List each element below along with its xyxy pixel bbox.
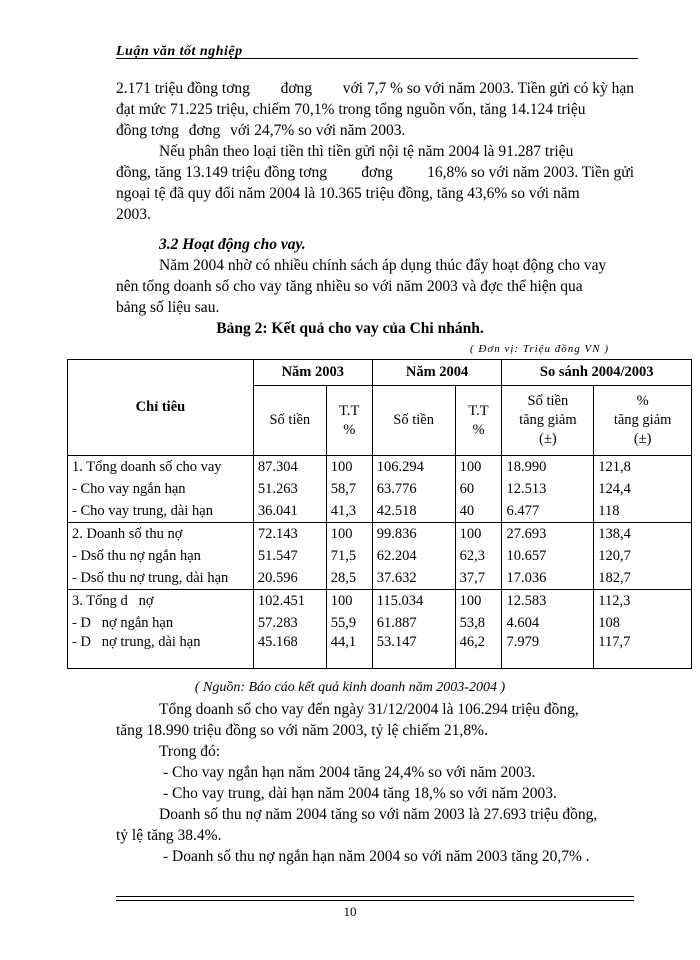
after-line: - Cho vay trung, dài hạn năm 2004 tăng 18,% so với năm 2003. — [163, 785, 557, 802]
col-header-compare: So sánh 2004/2003 — [502, 360, 692, 386]
cell-value: 53.147 — [372, 634, 455, 669]
table-row — [68, 500, 692, 523]
cell-value: 41,3 — [326, 500, 372, 523]
intro-line: đồng tơng đơng với 24,7% so với năm 2003. — [116, 122, 406, 139]
row-label: - Dsố thu nợ trung, dài hạn — [68, 567, 254, 590]
cell-value: 18.990 — [502, 456, 594, 479]
cell-value: 10.657 — [502, 545, 594, 567]
cell-value: 102.451 — [253, 590, 326, 613]
row-label: 3. Tổng d nợ — [68, 590, 254, 613]
table-title: Bảng 2: Kết quả cho vay của Chi nhánh. — [216, 320, 484, 337]
intro-line: đạt mức 71.225 triệu, chiếm 70,1% trong tổng nguồn vốn, tăng 14.124 triệu — [116, 101, 586, 118]
footer-rule — [116, 896, 634, 904]
cell-value: 100 — [326, 590, 372, 613]
col-header-2004: Năm 2004 — [372, 360, 502, 386]
subheader-change-amount: Số tiền tăng giảm (±) — [502, 386, 594, 456]
after-line: tỷ lệ tăng 38.4%. — [116, 827, 222, 844]
subheader-amount: Số tiền — [253, 386, 326, 456]
section-heading: 3.2 Hoạt động cho vay. — [159, 236, 306, 253]
intro-line: ngoại tệ đã quy đổi năm 2004 là 10.365 triệu đồng, tăng 43,6% so với năm — [116, 185, 580, 202]
row-label: - D nợ ngắn hạn — [68, 612, 254, 634]
cell-value: 37,7 — [455, 567, 502, 590]
intro-paragraph — [116, 78, 634, 225]
section-line: bảng số liệu sau. — [116, 299, 220, 316]
cell-value: 55,9 — [326, 612, 372, 634]
cell-value: 100 — [326, 523, 372, 546]
row-label: - Dsố thu nợ ngắn hạn — [68, 545, 254, 567]
cell-value: 6.477 — [502, 500, 594, 523]
cell-value: 37.632 — [372, 567, 455, 590]
page-number: 10 — [343, 904, 357, 919]
cell-value: 51.547 — [253, 545, 326, 567]
table-row — [68, 545, 692, 567]
cell-value: 182,7 — [594, 567, 692, 590]
after-line: - Doanh số thu nợ ngắn hạn năm 2004 so với năm 2003 tăng 20,7% . — [163, 848, 590, 865]
cell-value: 4.604 — [502, 612, 594, 634]
cell-value: 121,8 — [594, 456, 692, 479]
row-label: - Cho vay trung, dài hạn — [68, 500, 254, 523]
subheader-amount: Số tiền — [372, 386, 455, 456]
cell-value: 51.263 — [253, 478, 326, 500]
intro-line: 2003. — [116, 206, 151, 223]
cell-value: 100 — [455, 456, 502, 479]
row-label: - Cho vay ngắn hạn — [68, 478, 254, 500]
cell-value: 118 — [594, 500, 692, 523]
cell-value: 62.204 — [372, 545, 455, 567]
section-line: nên tổng doanh số cho vay tăng nhiều so với năm 2003 và đợc thể hiện qua — [116, 278, 583, 295]
cell-value: 100 — [455, 590, 502, 613]
cell-value: 7.979 — [502, 634, 594, 669]
after-line: Doanh số thu nợ năm 2004 tăng so với năm 2003 là 27.693 triệu đồng, — [159, 806, 598, 823]
cell-value: 46,2 — [455, 634, 502, 669]
section-line: Năm 2004 nhờ có nhiều chính sách áp dụng thúc đẩy hoạt động cho vay — [159, 257, 607, 274]
cell-value: 61.887 — [372, 612, 455, 634]
cell-value: 28,5 — [326, 567, 372, 590]
table-row — [68, 612, 692, 634]
table-unit: ( Đơn vị: Triệu đồng VN ) — [470, 343, 610, 355]
cell-value: 42.518 — [372, 500, 455, 523]
cell-value: 45.168 — [253, 634, 326, 669]
cell-value: 72.143 — [253, 523, 326, 546]
table-source: ( Nguồn: Báo cáo kết quả kinh doanh năm 2003-2004 ) — [194, 680, 506, 695]
after-line: Trong đó: — [159, 743, 221, 760]
cell-value: 124,4 — [594, 478, 692, 500]
subheader-share: T.T % — [326, 386, 372, 456]
cell-value: 60 — [455, 478, 502, 500]
table-row — [68, 456, 692, 479]
cell-value: 100 — [455, 523, 502, 546]
table-row — [68, 523, 692, 546]
subheader-share: T.T % — [455, 386, 502, 456]
after-line: tăng 18.990 triệu đồng so với năm 2003, tỷ lệ chiếm 21,8%. — [116, 722, 488, 739]
cell-value: 57.283 — [253, 612, 326, 634]
cell-value: 20.596 — [253, 567, 326, 590]
header-title: Luận văn tốt nghiệp — [116, 44, 243, 59]
cell-value: 58,7 — [326, 478, 372, 500]
cell-value: 120,7 — [594, 545, 692, 567]
cell-value: 106.294 — [372, 456, 455, 479]
cell-value: 112,3 — [594, 590, 692, 613]
cell-value: 108 — [594, 612, 692, 634]
cell-value: 36.041 — [253, 500, 326, 523]
table-row — [68, 567, 692, 590]
intro-line: đồng, tăng 13.149 triệu đồng tơng đơng 16,8% so với năm 2003. Tiền gửi — [116, 164, 634, 181]
after-line: - Cho vay ngắn hạn năm 2004 tăng 24,4% so với năm 2003. — [163, 764, 536, 781]
col-header-2003: Năm 2003 — [253, 360, 372, 386]
row-label: - D nợ trung, dài hạn — [68, 634, 254, 669]
section-3-2 — [116, 234, 634, 318]
row-label: 2. Doanh số thu nợ — [68, 523, 254, 546]
header-rule — [116, 58, 638, 59]
cell-value: 62,3 — [455, 545, 502, 567]
cell-value: 117,7 — [594, 634, 692, 669]
intro-line: 2.171 triệu đồng tơng đơng với 7,7 % so với năm 2003. Tiền gửi có kỳ hạn — [116, 80, 634, 97]
cell-value: 27.693 — [502, 523, 594, 546]
after-paragraph — [116, 699, 634, 867]
cell-value: 63.776 — [372, 478, 455, 500]
cell-value: 12.583 — [502, 590, 594, 613]
table-row — [68, 634, 692, 669]
cell-value: 12.513 — [502, 478, 594, 500]
subheader-change-percent: % tăng giảm (±) — [594, 386, 692, 456]
cell-value: 40 — [455, 500, 502, 523]
cell-value: 17.036 — [502, 567, 594, 590]
running-header — [116, 42, 638, 62]
cell-value: 71,5 — [326, 545, 372, 567]
cell-value: 99.836 — [372, 523, 455, 546]
cell-value: 138,4 — [594, 523, 692, 546]
intro-line: Nếu phân theo loại tiền thì tiền gửi nội tệ năm 2004 là 91.287 triệu — [159, 143, 574, 160]
cell-value: 53,8 — [455, 612, 502, 634]
row-label: 1. Tổng doanh số cho vay — [68, 456, 254, 479]
table-row — [68, 478, 692, 500]
after-line: Tổng doanh số cho vay đến ngày 31/12/2004 là 106.294 triệu đồng, — [159, 701, 579, 718]
cell-value: 115.034 — [372, 590, 455, 613]
cell-value: 44,1 — [326, 634, 372, 669]
cell-value: 100 — [326, 456, 372, 479]
loan-results-table — [67, 359, 692, 669]
col-header-criteria: Chỉ tiêu — [68, 360, 254, 456]
table-row — [68, 590, 692, 613]
cell-value: 87.304 — [253, 456, 326, 479]
